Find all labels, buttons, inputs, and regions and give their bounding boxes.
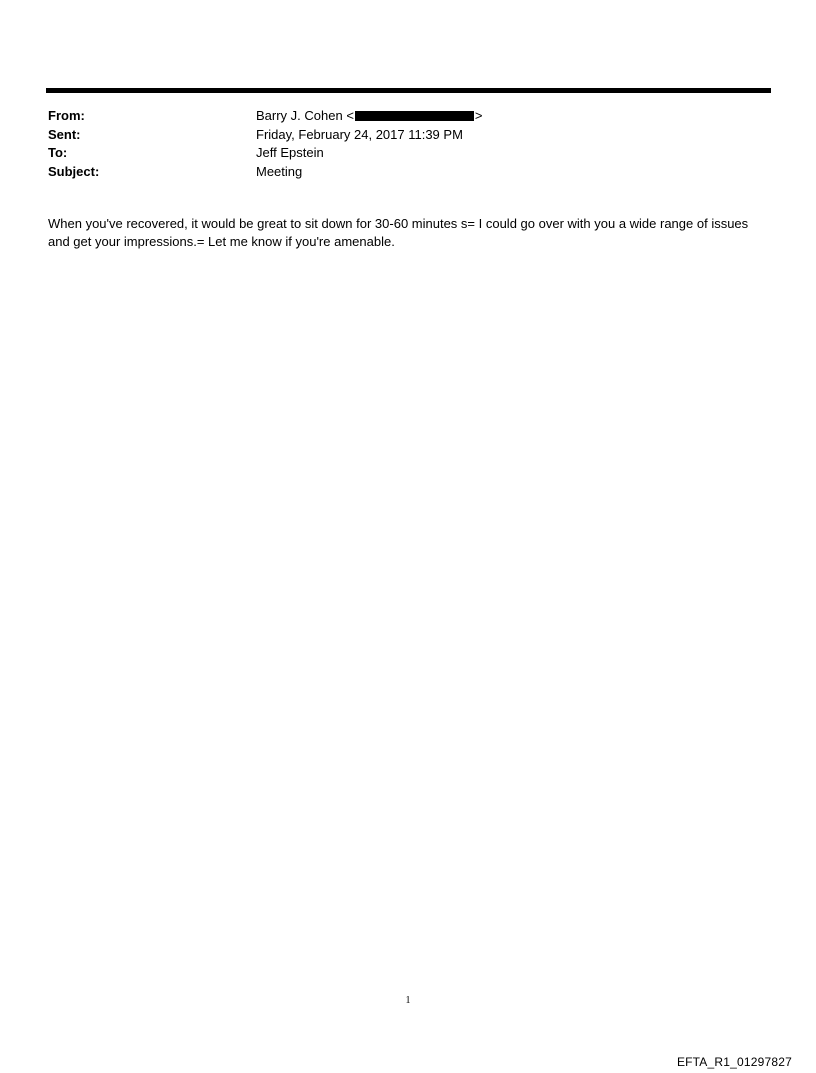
- redaction-block: [355, 111, 474, 121]
- from-label: From:: [48, 108, 85, 124]
- document-id: EFTA_R1_01297827: [676, 1055, 792, 1069]
- email-header: [48, 107, 748, 181]
- to-value: Jeff Epstein: [256, 145, 324, 161]
- to-row: [48, 144, 748, 163]
- subject-row: [48, 163, 748, 182]
- sent-label: Sent:: [48, 126, 81, 142]
- sender-name: Barry J. Cohen <: [256, 108, 354, 124]
- from-value: [256, 107, 748, 125]
- to-label: To:: [48, 145, 68, 161]
- page-number: 1: [405, 995, 411, 1006]
- sent-value: Friday, February 24, 2017 11:39 PM: [256, 126, 463, 142]
- email-body: [48, 215, 768, 251]
- from-row: [48, 107, 748, 126]
- header-divider: [46, 88, 771, 93]
- subject-label: Subject:: [48, 163, 100, 179]
- sent-row: [48, 126, 748, 145]
- subject-value: Meeting: [256, 163, 303, 179]
- email-body-paragraph: When you've recovered, it would be great to sit down for 30-60 minutes s= I could go over with you a wide range of issues and get your impressions.= Let me know if you're amenable.: [48, 216, 749, 249]
- sender-email-suffix: >: [474, 108, 483, 124]
